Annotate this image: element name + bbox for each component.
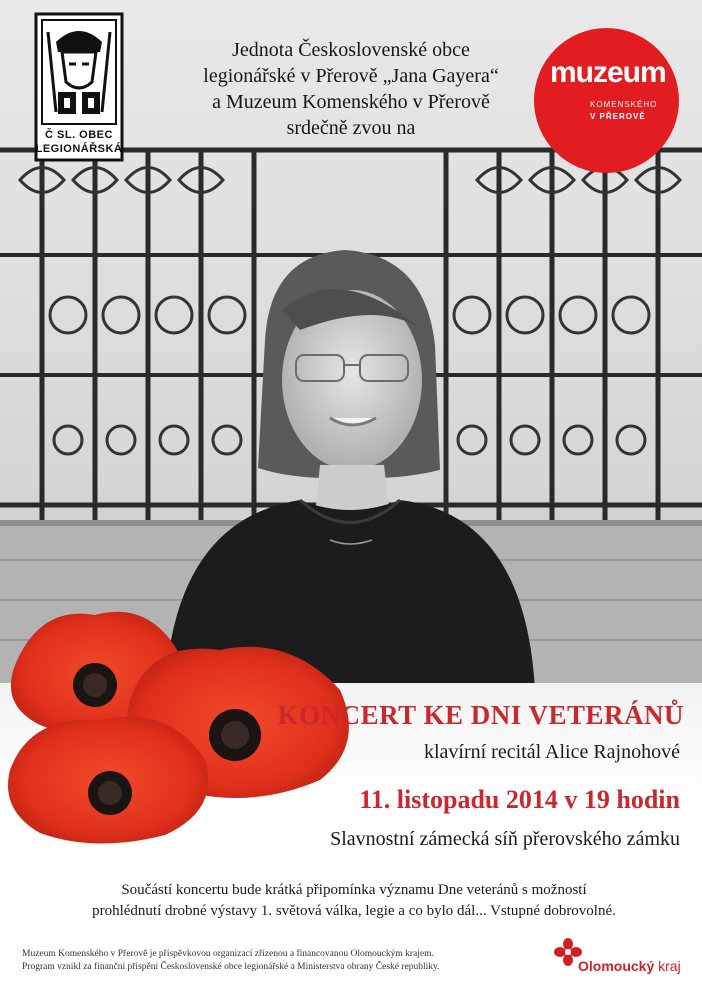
region-logo [554,938,694,978]
footer-line: Program vznikl za finanční přispění Československé obce legionářské a Ministerstva obrany České republiky. [22,962,440,972]
invitation-line: a Muzeum Komenského v Přerově [212,91,490,113]
footer-line: Muzeum Komenského v Přerově je příspěvkovou organizací zřízenou a financovanou Olomouckým krajem. [22,949,434,959]
description-line: Součástí koncertu bude krátká připomínka významu Dne veteránů s možností [121,882,587,898]
event-subtitle: klavírní recitál Alice Rajnohové [423,741,680,763]
legion-logo [34,12,124,162]
legion-logo-line1: Č SL. OBEC [45,129,113,141]
region-name-light: kraj [658,958,681,974]
museum-logo-sub2: V PŘEROVĚ [590,112,646,121]
museum-logo-word: muzeum [550,56,666,89]
region-name-bold: Olomoucký [578,958,655,974]
invitation-text [150,37,552,141]
event-title: KONCERT KE DNI VETERÁNŮ [277,700,684,730]
invitation-line: srdečně zvou na [286,117,416,139]
legion-logo-line2: LEGIONÁŘSKÁ [35,143,123,155]
description-line: prohlédnutí drobné výstavy 1. světová válka, legie a co bylo dál... Vstupné dobrovolné. [92,903,616,919]
event-venue: Slavnostní zámecká síň přerovského zámku [330,828,680,850]
museum-logo-sub1: KOMENSKÉHO [590,100,658,109]
event-description [22,880,686,922]
region-logo-name [578,958,681,974]
footer-note [22,948,552,974]
museum-logo [534,28,679,173]
invitation-line: legionářské v Přerově „Jana Gayera“ [203,65,499,87]
event-date: 11. listopadu 2014 v 19 hodin [359,785,680,814]
invitation-line: Jednota Československé obce [232,39,470,61]
